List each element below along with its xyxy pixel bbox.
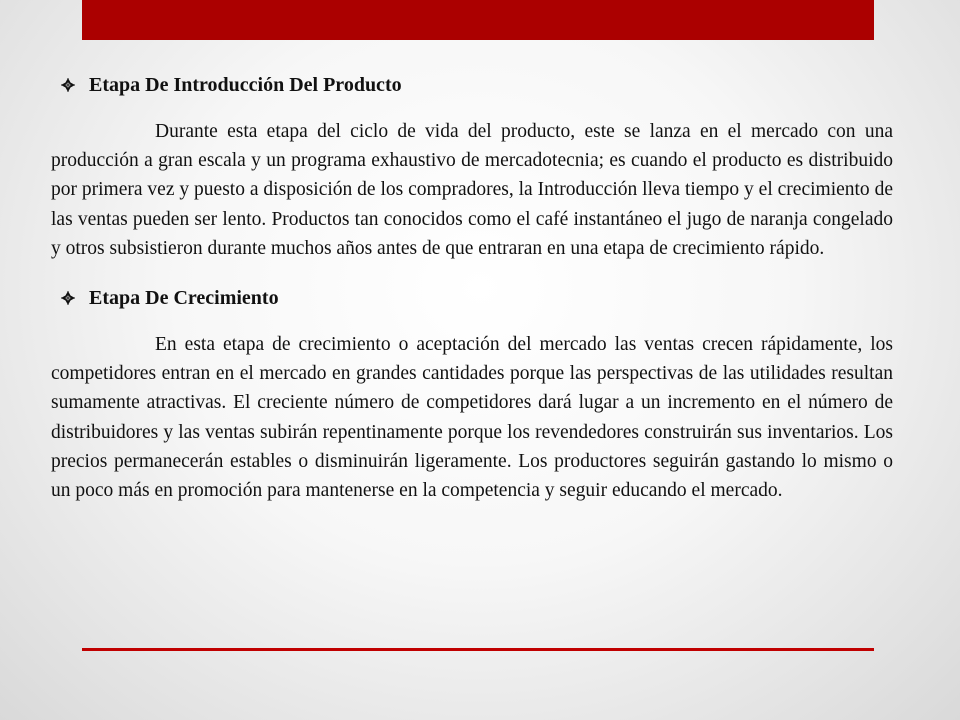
section-heading-crecimiento <box>51 283 893 313</box>
slide-content <box>51 70 893 505</box>
section-heading-introduccion <box>51 70 893 100</box>
section-heading-text: Etapa De Crecimiento <box>89 287 279 310</box>
top-accent-bar <box>82 0 874 40</box>
four-diamond-bullet-icon <box>61 291 75 305</box>
bottom-divider-line <box>82 648 874 651</box>
four-diamond-bullet-icon <box>61 78 75 92</box>
section-heading-text: Etapa De Introducción Del Producto <box>89 74 402 96</box>
section-body-crecimiento: En esta etapa de crecimiento o aceptación del mercado las ventas crecen rápidamente, los competidores entran en el mercado en grandes cantidades porque las perspectivas de las utilidades resultan sumamente atractivas. El creciente número de competidores dará lugar a un incremento en el número de distribuidores y las ventas subirán repentinamente porque los revendedores construirán sus inventarios. Los precios permanecerán estables o disminuirán ligeramente. Los productores seguirán gastando lo mismo o un poco más en promoción para mantenerse en la competencia y seguir educando el mercado. <box>51 334 893 502</box>
section-body-introduccion: Durante esta etapa del ciclo de vida del producto, este se lanza en el mercado con una producción a gran escala y un programa exhaustivo de mercadotecnia; es cuando el producto es distribuido por primera vez y puesto a disposición de los compradores, la Introducción lleva tiempo y el crecimiento de las ventas pueden ser lento. Productos tan conocidos como el café instantáneo el jugo de naranja congelado y otros subsistieron durante muchos años antes de que entraran en una etapa de crecimiento rápido. <box>51 121 893 259</box>
